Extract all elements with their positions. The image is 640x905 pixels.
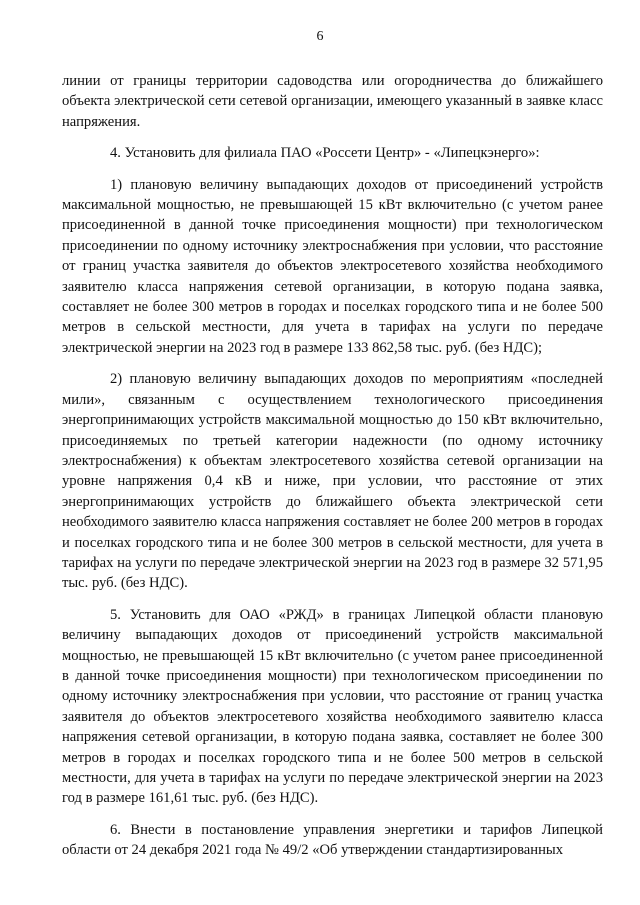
paragraph-item-4-2: 2) плановую величину выпадающих доходов по мероприятиям «последней мили», связанным с осуществлением технологического присоединения энергопринимающих устройств максимальной мощностью до 150 кВт включительно, присоединяемых по третьей категории надежности (по одному источнику электроснабжения) к объектам электросетевого хозяйства сетевой организации на уровне напряжения 0,4 кВ и ниже, при условии, что расстояние от этих энергопринимающих устройств до ближайшего объекта электрической сети необходимого заявителю класса напряжения составляет не более 200 метров в городах и поселках городского типа и не более 300 метров в сельской местности, для учета в тарифах на услуги по передаче электрической энергии на 2023 год в размере 32 571,95 тыс. руб. (без НДС). [62,371,603,592]
paragraph-continuation: линии от границы территории садоводства или огородничества до ближайшего объекта электрической сети сетевой организации, имеющего указанный в заявке класс напряжения. [62,73,603,130]
paragraph-item-4: 4. Установить для филиала ПАО «Россети Центр» - «Липецкэнерго»: [110,145,540,162]
paragraph-item-5: 5. Установить для ОАО «РЖД» в границах Липецкой области плановую величину выпадающих доходов от присоединений устройств максимальной мощностью, не превышающей 15 кВт включительно (с учетом ранее присоединенной в данной точке присоединения мощности) при технологическом присоединении по одному источнику электроснабжения при условии, что расстояние от границ участка заявителя до объектов электросетевого хозяйства необходимого заявителю класса напряжения сетевой организации, в которую подана заявка, составляет не более 300 метров в городах и поселках городского типа и не более 500 метров в сельской местности, для учета в тарифах на услуги по передаче электрической энергии на 2023 год в размере 161,61 тыс. руб. (без НДС). [62,606,603,807]
page-number: 6 [316,29,324,44]
document-body [62,71,603,861]
paragraph-item-4-1: 1) плановую величину выпадающих доходов от присоединений устройств максимальной мощностью, не превышающей 15 кВт включительно (с учетом ранее присоединенной в данной точке присоединения мощности) при технологическом присоединении по одному источнику электроснабжения при условии, что расстояние от границ участка заявителя до объектов электросетевого хозяйства необходимого заявителю класса напряжения сетевой организации, в которую подана заявка, составляет не более 300 метров в городах и поселках городского типа и не более 500 метров в сельской местности, для учета в тарифах на услуги по передаче электрической энергии на 2023 год в размере 133 862,58 тыс. руб. (без НДС); [62,176,603,356]
paragraph-item-6: 6. Внести в постановление управления энергетики и тарифов Липецкой области от 24 декабря 2021 года № 49/2 «Об утверждении стандартизированных [62,821,603,859]
